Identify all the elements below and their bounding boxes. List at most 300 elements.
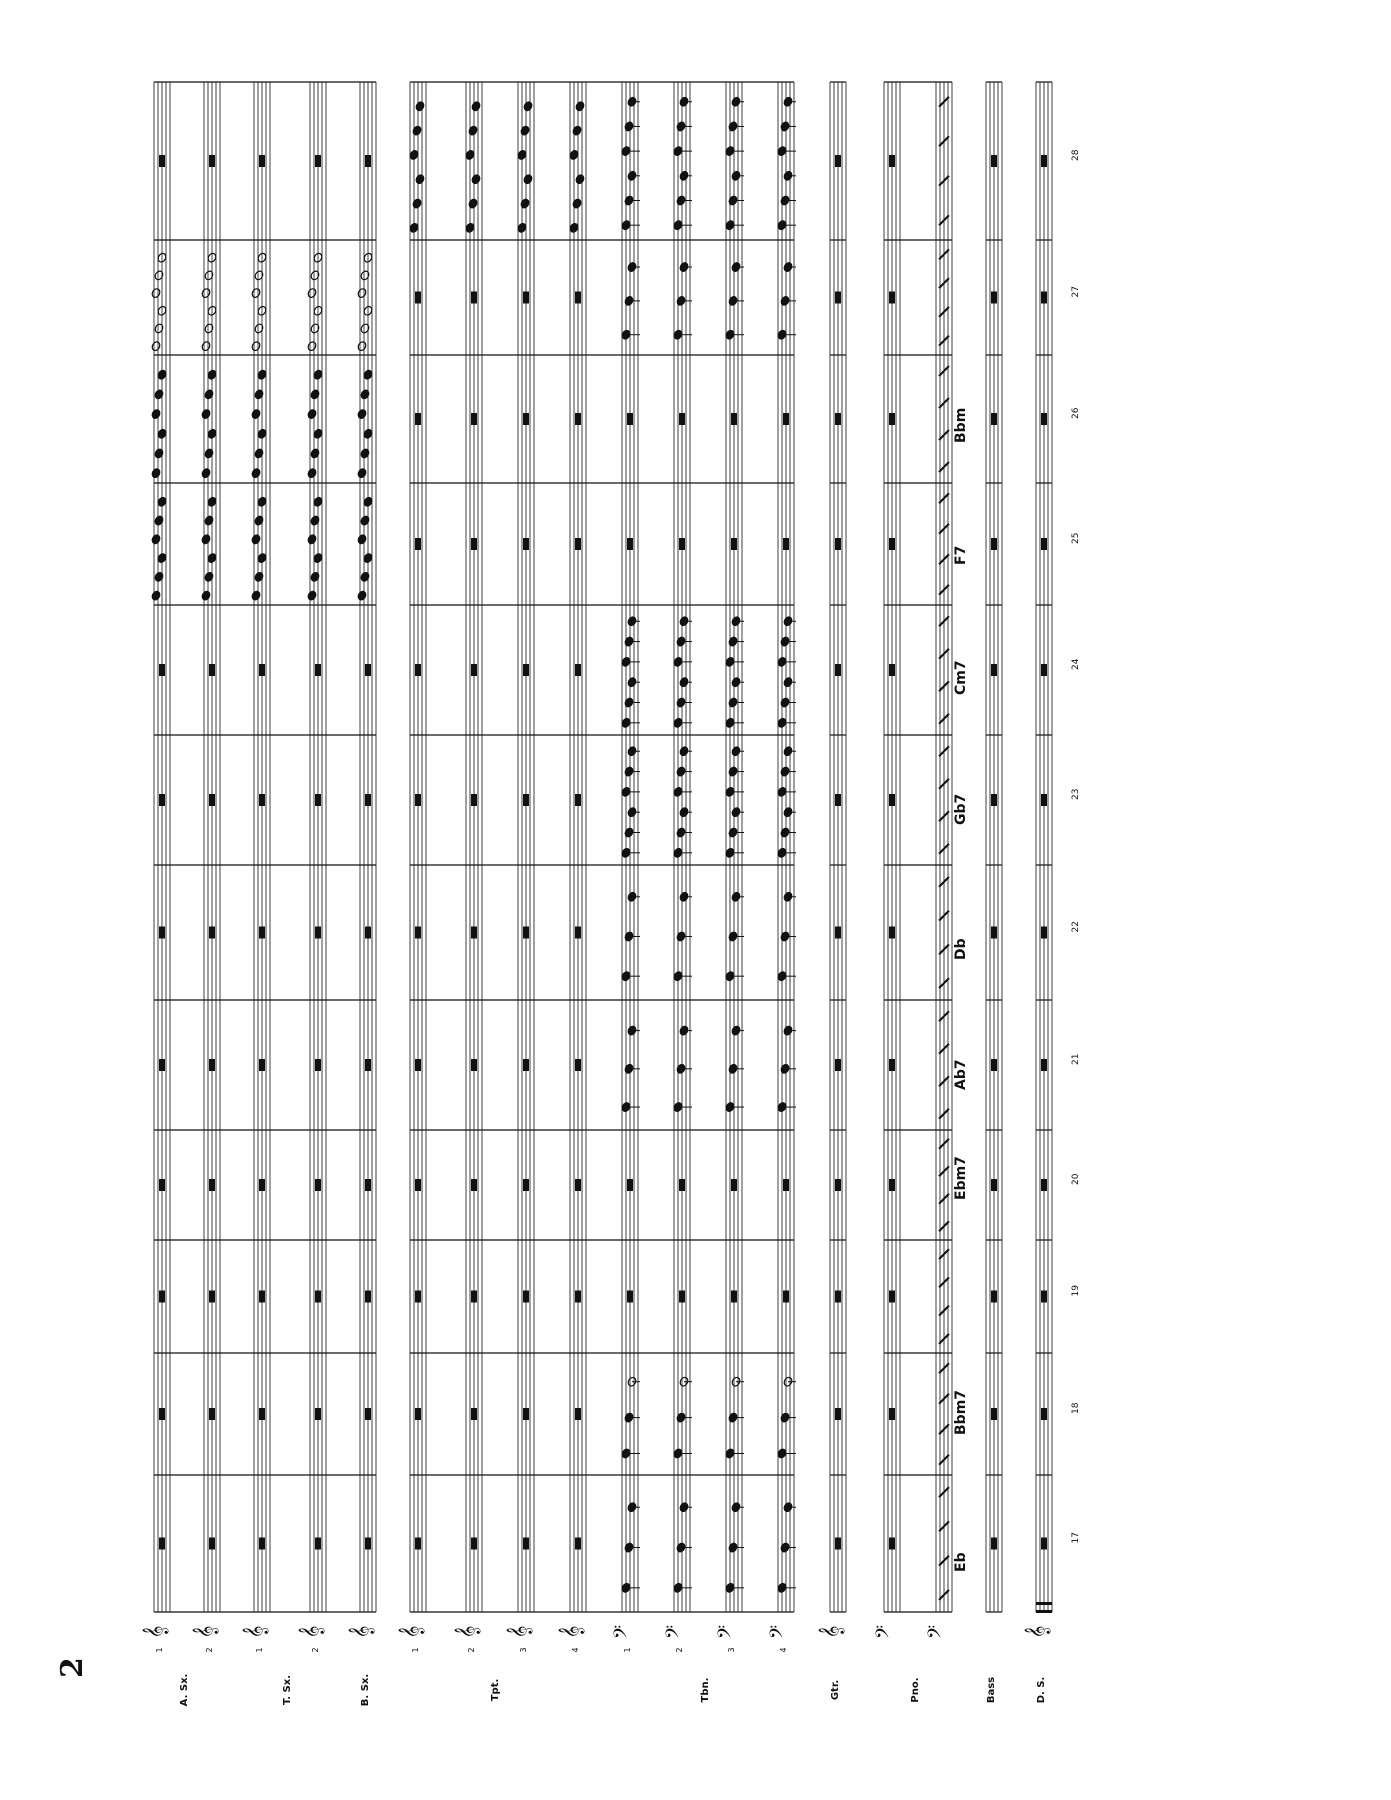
chord-symbol: F7 (953, 545, 969, 565)
note-head (360, 571, 371, 582)
note-head (412, 125, 423, 136)
chord-symbol: Db (953, 938, 969, 960)
whole-rest (627, 1291, 633, 1303)
whole-rest (523, 1408, 529, 1420)
whole-rest (159, 1179, 165, 1191)
note-head (471, 101, 482, 112)
note-head (310, 515, 321, 526)
measure-number: 18 (1071, 1402, 1081, 1414)
whole-rest (159, 155, 165, 167)
note-head (307, 287, 318, 298)
note-head (151, 468, 162, 479)
whole-rest (159, 794, 165, 806)
staff-number: 4 (779, 1647, 788, 1653)
note-head (520, 198, 531, 209)
whole-rest (835, 1408, 841, 1420)
note-head (254, 323, 265, 334)
whole-rest (415, 538, 421, 550)
whole-rest (991, 664, 997, 676)
whole-rest (731, 1291, 737, 1303)
whole-rest (415, 1538, 421, 1550)
whole-rest (315, 927, 321, 939)
whole-rest (471, 1179, 477, 1191)
whole-rest (991, 292, 997, 304)
whole-rest (209, 927, 215, 939)
whole-rest (783, 1179, 789, 1191)
staff (830, 82, 846, 1612)
page-number: 2 (54, 1657, 90, 1678)
note-head (254, 270, 265, 281)
note-head (254, 389, 265, 400)
note-head (415, 101, 426, 112)
clef: 𝄢 (925, 1624, 950, 1640)
whole-rest (1041, 1059, 1047, 1071)
whole-rest (365, 1408, 371, 1420)
clef: 𝄢 (611, 1624, 636, 1640)
whole-rest (315, 1408, 321, 1420)
measure-number: 22 (1071, 921, 1081, 933)
note-head (201, 590, 212, 601)
whole-rest (835, 413, 841, 425)
note-head (357, 534, 368, 545)
measure-number: 17 (1071, 1532, 1081, 1544)
whole-rest (415, 292, 421, 304)
note-head (307, 341, 318, 352)
note-head (151, 341, 162, 352)
note-head (523, 101, 534, 112)
staff (466, 82, 482, 1612)
whole-rest (365, 927, 371, 939)
whole-rest (835, 538, 841, 550)
whole-rest (159, 1408, 165, 1420)
whole-rest (575, 1179, 581, 1191)
whole-rest (159, 927, 165, 939)
whole-rest (783, 538, 789, 550)
whole-rest (1041, 1291, 1047, 1303)
whole-rest (471, 664, 477, 676)
staff (986, 82, 1002, 1612)
clef: 𝄞 (143, 1625, 168, 1639)
note-head (154, 571, 165, 582)
staff-number: 2 (675, 1647, 684, 1653)
whole-rest (575, 1538, 581, 1550)
whole-rest (679, 538, 685, 550)
staff (570, 82, 586, 1612)
whole-rest (1041, 155, 1047, 167)
note-head (310, 389, 321, 400)
note-head (201, 408, 212, 419)
whole-rest (365, 1179, 371, 1191)
whole-rest (835, 1179, 841, 1191)
whole-rest (209, 1059, 215, 1071)
whole-rest (575, 1408, 581, 1420)
note-head (201, 468, 212, 479)
whole-rest (259, 1408, 265, 1420)
whole-rest (415, 794, 421, 806)
whole-rest (575, 794, 581, 806)
whole-rest (415, 1291, 421, 1303)
note-head (154, 323, 165, 334)
whole-rest (159, 664, 165, 676)
whole-rest (679, 1291, 685, 1303)
clef: 𝄞 (193, 1625, 218, 1639)
whole-rest (889, 292, 895, 304)
measure-number: 28 (1071, 149, 1081, 161)
whole-rest (415, 1059, 421, 1071)
note-head (154, 270, 165, 281)
whole-rest (783, 413, 789, 425)
chord-symbol: Eb (953, 1552, 969, 1572)
whole-rest (1041, 794, 1047, 806)
whole-rest (889, 1538, 895, 1550)
whole-rest (315, 1538, 321, 1550)
instrument-label: B. Sx. (360, 1673, 371, 1707)
instrument-label: Pno. (910, 1677, 921, 1703)
note-head (151, 287, 162, 298)
note-head (151, 534, 162, 545)
whole-rest (159, 1291, 165, 1303)
whole-rest (415, 1408, 421, 1420)
whole-rest (471, 1059, 477, 1071)
note-head (357, 341, 368, 352)
clef: 𝄢 (767, 1624, 792, 1640)
whole-rest (575, 413, 581, 425)
whole-rest (523, 1291, 529, 1303)
note-head (415, 174, 426, 185)
clef: 𝄞 (507, 1625, 532, 1639)
whole-rest (415, 927, 421, 939)
whole-rest (209, 1408, 215, 1420)
whole-rest (835, 292, 841, 304)
measure-number: 25 (1071, 532, 1081, 544)
instrument-label: A. Sx. (179, 1673, 190, 1707)
measure-number: 23 (1071, 788, 1081, 800)
whole-rest (471, 1291, 477, 1303)
note-head (307, 590, 318, 601)
whole-rest (575, 292, 581, 304)
staff (884, 82, 900, 1612)
whole-rest (835, 1291, 841, 1303)
whole-rest (209, 1179, 215, 1191)
note-head (468, 198, 479, 209)
staff-number: 4 (571, 1647, 580, 1653)
note-head (251, 590, 262, 601)
staff-number: 1 (623, 1647, 632, 1653)
chord-symbol: Gb7 (953, 793, 969, 825)
whole-rest (991, 413, 997, 425)
whole-rest (889, 538, 895, 550)
whole-rest (731, 538, 737, 550)
instrument-label: Gtr. (830, 1679, 841, 1701)
note-head (254, 571, 265, 582)
note-head (360, 270, 371, 281)
whole-rest (523, 538, 529, 550)
whole-rest (835, 664, 841, 676)
whole-rest (1041, 1408, 1047, 1420)
drum-clef (1036, 1602, 1052, 1605)
whole-rest (523, 664, 529, 676)
whole-rest (471, 794, 477, 806)
note-head (357, 590, 368, 601)
whole-rest (315, 1059, 321, 1071)
staff-number: 2 (205, 1647, 214, 1653)
whole-rest (415, 664, 421, 676)
whole-rest (889, 1059, 895, 1071)
whole-rest (523, 1179, 529, 1191)
note-head (154, 448, 165, 459)
whole-rest (259, 1291, 265, 1303)
instrument-label: Bass (986, 1676, 997, 1704)
instrument-label: D. S. (1036, 1676, 1047, 1704)
whole-rest (259, 155, 265, 167)
note-head (204, 515, 215, 526)
note-head (471, 174, 482, 185)
whole-rest (835, 794, 841, 806)
staff (360, 82, 376, 1612)
whole-rest (575, 1059, 581, 1071)
note-head (251, 468, 262, 479)
note-head (360, 515, 371, 526)
note-head (310, 270, 321, 281)
staff (204, 82, 220, 1612)
note-head (201, 287, 212, 298)
note-head (204, 270, 215, 281)
whole-rest (679, 413, 685, 425)
note-head (204, 323, 215, 334)
whole-rest (889, 794, 895, 806)
staff-number: 3 (519, 1647, 528, 1653)
staff-number: 1 (155, 1647, 164, 1653)
whole-rest (365, 664, 371, 676)
whole-rest (575, 538, 581, 550)
staff (310, 82, 326, 1612)
whole-rest (1041, 664, 1047, 676)
whole-rest (159, 1538, 165, 1550)
chord-symbol: Ebm7 (953, 1156, 969, 1200)
staff (410, 82, 426, 1612)
staff (254, 82, 270, 1612)
measure-number: 21 (1071, 1053, 1081, 1065)
measure-number: 20 (1071, 1173, 1081, 1185)
whole-rest (209, 1538, 215, 1550)
measure-number: 19 (1071, 1285, 1081, 1297)
whole-rest (991, 538, 997, 550)
whole-rest (415, 413, 421, 425)
whole-rest (627, 538, 633, 550)
whole-rest (315, 1179, 321, 1191)
whole-rest (523, 292, 529, 304)
measure-number: 27 (1071, 286, 1081, 298)
whole-rest (523, 927, 529, 939)
whole-rest (259, 664, 265, 676)
whole-rest (835, 1538, 841, 1550)
whole-rest (1041, 538, 1047, 550)
whole-rest (575, 1291, 581, 1303)
whole-rest (731, 1179, 737, 1191)
note-head (251, 341, 262, 352)
whole-rest (209, 1291, 215, 1303)
whole-rest (627, 413, 633, 425)
whole-rest (523, 1538, 529, 1550)
clef: 𝄞 (559, 1625, 584, 1639)
staff (154, 82, 170, 1612)
whole-rest (835, 1059, 841, 1071)
staff-number: 2 (311, 1647, 320, 1653)
whole-rest (1041, 1538, 1047, 1550)
staff-number: 2 (467, 1647, 476, 1653)
clef: 𝄞 (819, 1625, 844, 1639)
chord-symbol: Bbm (953, 407, 969, 443)
note-head (251, 534, 262, 545)
whole-rest (991, 1291, 997, 1303)
whole-rest (471, 538, 477, 550)
whole-rest (415, 1179, 421, 1191)
note-head (201, 534, 212, 545)
whole-rest (991, 1059, 997, 1071)
clef: 𝄢 (663, 1624, 688, 1640)
note-head (310, 448, 321, 459)
whole-rest (471, 927, 477, 939)
whole-rest (471, 1408, 477, 1420)
whole-rest (991, 1408, 997, 1420)
whole-rest (471, 413, 477, 425)
whole-rest (471, 1538, 477, 1550)
clef: 𝄢 (715, 1624, 740, 1640)
whole-rest (679, 1179, 685, 1191)
note-head (204, 389, 215, 400)
clef: 𝄢 (873, 1624, 898, 1640)
whole-rest (889, 155, 895, 167)
whole-rest (889, 1179, 895, 1191)
whole-rest (471, 292, 477, 304)
note-head (468, 125, 479, 136)
clef: 𝄞 (299, 1625, 324, 1639)
chord-symbol: Cm7 (953, 660, 969, 695)
note-head (151, 590, 162, 601)
staff (518, 82, 534, 1612)
clef: 𝄞 (455, 1625, 480, 1639)
note-head (360, 323, 371, 334)
whole-rest (259, 1179, 265, 1191)
whole-rest (889, 927, 895, 939)
whole-rest (1041, 292, 1047, 304)
whole-rest (835, 927, 841, 939)
whole-rest (315, 155, 321, 167)
whole-rest (365, 794, 371, 806)
whole-rest (523, 794, 529, 806)
note-head (575, 101, 586, 112)
staff-number: 3 (727, 1647, 736, 1653)
staff (1036, 82, 1052, 1612)
whole-rest (1041, 1179, 1047, 1191)
note-head (575, 174, 586, 185)
whole-rest (259, 794, 265, 806)
note-head (154, 389, 165, 400)
instrument-label: Tpt. (490, 1678, 501, 1702)
note-head (412, 198, 423, 209)
clef: 𝄞 (1025, 1625, 1050, 1639)
instrument-label: Tbn. (700, 1677, 711, 1703)
whole-rest (889, 1291, 895, 1303)
whole-rest (627, 1179, 633, 1191)
whole-rest (259, 927, 265, 939)
note-head (154, 515, 165, 526)
note-head (201, 341, 212, 352)
whole-rest (889, 413, 895, 425)
whole-rest (889, 1408, 895, 1420)
whole-rest (209, 794, 215, 806)
whole-rest (523, 413, 529, 425)
measure-number: 26 (1071, 407, 1081, 419)
drum-clef (1036, 1610, 1052, 1613)
whole-rest (315, 1291, 321, 1303)
instrument-label: T. Sx. (282, 1674, 293, 1706)
whole-rest (991, 1538, 997, 1550)
whole-rest (835, 155, 841, 167)
whole-rest (991, 1179, 997, 1191)
whole-rest (991, 927, 997, 939)
note-head (151, 408, 162, 419)
whole-rest (259, 1059, 265, 1071)
whole-rest (365, 1538, 371, 1550)
note-head (254, 448, 265, 459)
note-head (357, 468, 368, 479)
note-head (310, 323, 321, 334)
whole-rest (575, 927, 581, 939)
whole-rest (575, 664, 581, 676)
whole-rest (1041, 413, 1047, 425)
note-head (357, 408, 368, 419)
whole-rest (315, 794, 321, 806)
whole-rest (991, 155, 997, 167)
whole-rest (209, 155, 215, 167)
note-head (307, 534, 318, 545)
chord-symbol: Bbm7 (953, 1389, 969, 1435)
staff-number: 1 (411, 1647, 420, 1653)
note-head (251, 408, 262, 419)
whole-rest (209, 664, 215, 676)
whole-rest (315, 664, 321, 676)
whole-rest (523, 1059, 529, 1071)
note-head (204, 571, 215, 582)
note-head (307, 408, 318, 419)
note-head (360, 448, 371, 459)
measure-number: 24 (1071, 658, 1081, 670)
whole-rest (365, 1291, 371, 1303)
note-head (572, 125, 583, 136)
whole-rest (365, 1059, 371, 1071)
note-head (360, 389, 371, 400)
whole-rest (259, 1538, 265, 1550)
whole-rest (159, 1059, 165, 1071)
note-head (523, 174, 534, 185)
whole-rest (991, 794, 997, 806)
whole-rest (731, 413, 737, 425)
whole-rest (365, 155, 371, 167)
whole-rest (783, 1291, 789, 1303)
whole-rest (1041, 927, 1047, 939)
note-head (251, 287, 262, 298)
whole-rest (889, 664, 895, 676)
clef: 𝄞 (349, 1625, 374, 1639)
note-head (307, 468, 318, 479)
note-head (572, 198, 583, 209)
note-head (254, 515, 265, 526)
clef: 𝄞 (243, 1625, 268, 1639)
note-head (520, 125, 531, 136)
clef: 𝄞 (399, 1625, 424, 1639)
chord-symbol: Ab7 (953, 1059, 969, 1090)
